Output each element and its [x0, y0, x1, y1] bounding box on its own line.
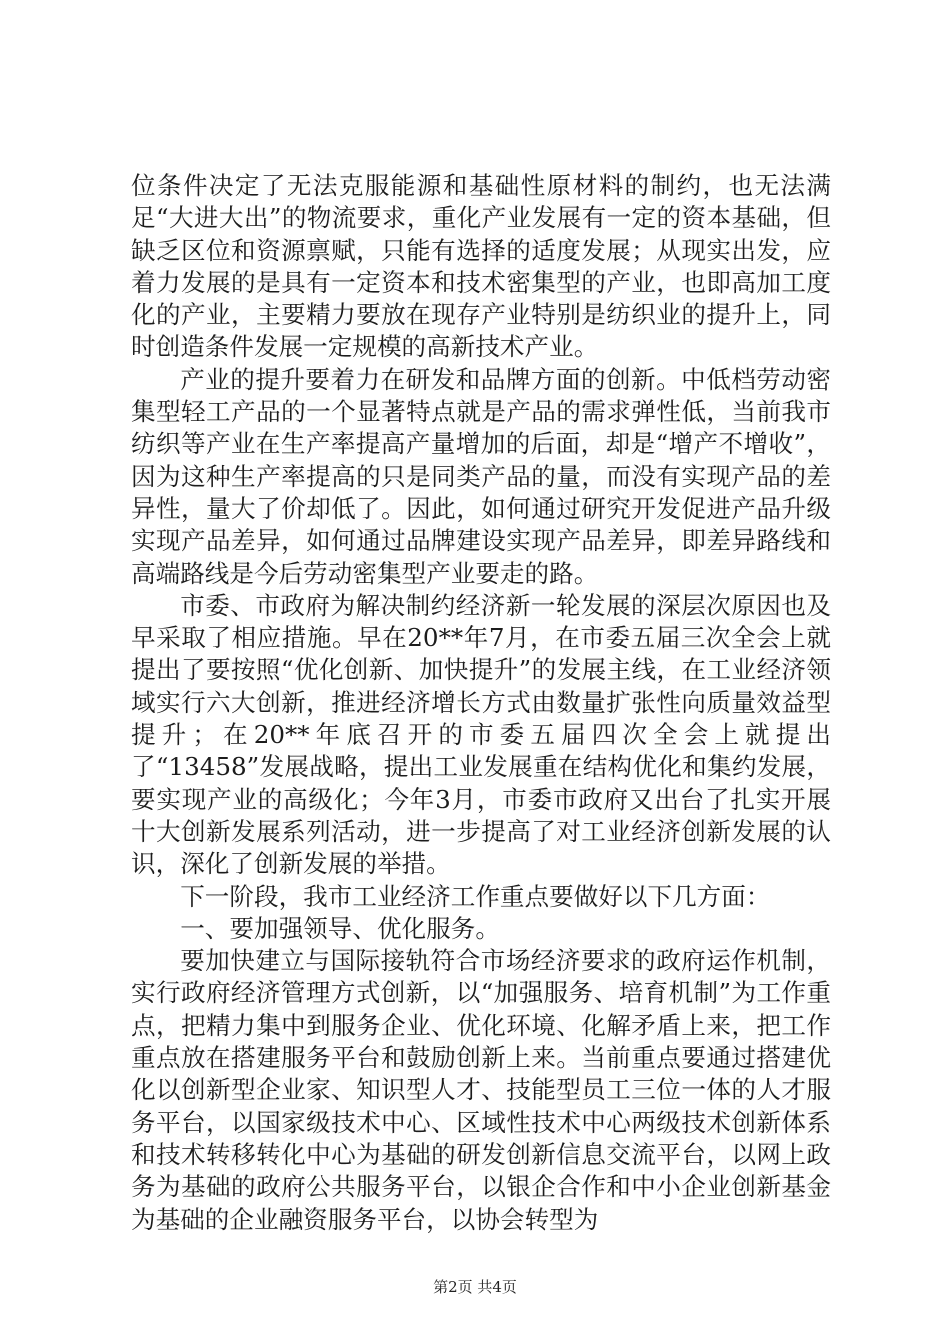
paragraph-2: 产业的提升要着力在研发和品牌方面的创新。中低档劳动密集型轻工产品的一个显著特点就是产品的需求弹性低，当前我市纺织等产业在生产率提高产量增加的后面，却是“增产不增收”，因为这种生产率提高的只是同类产品的量，而没有实现产品的差异性，量大了价却低了。因此，如何通过研究开发促进产品升级实现产品差异，如何通过品牌建设实现产品差异，即差异路线和高端路线是今后劳动密集型产业要走的路。	[131, 364, 831, 588]
page-footer: 第2页 共4页	[433, 1278, 517, 1296]
paragraph-4: 下一阶段，我市工业经济工作重点要做好以下几方面：	[180, 881, 771, 911]
paragraph-5: 要加快建立与国际接轨符合市场经济要求的政府运作机制，实行政府经济管理方式创新，以“加强服务、培育机制”为工作重点，把精力集中到服务企业、优化环境、化解矛盾上来，把工作重点放在搭建服务平台和鼓励创新上来。当前重点要通过搭建优化以创新型企业家、知识型人才、技能型员工三位一体的人才服务平台，以国家级技术中心、区域性技术中心两级技术创新体系和技术转移转化中心为基础的研发创新信息交流平台，以网上政务为基础的政府公共服务平台，以银企合作和中小企业创新基金为基础的企业融资服务平台，以协会转型为	[131, 946, 831, 1234]
paragraph-3: 市委、市政府为解决制约经济新一轮发展的深层次原因也及早采取了相应措施。早在20**年7月，在市委五届三次全会上就提出了要按照“优化创新、加快提升”的发展主线，在工业经济领域实行六大创新，推进经济增长方式由数量扩张性向质量效益型提升；在20**年底召开的市委五届四次全会上就提出了“13458”发展战略，提出工业发展重在结构优化和集约发展，要实现产业的高级化；今年3月，市委市政府又出台了扎实开展十大创新发展系列活动，进一步提高了对工业经济创新发展的认识，深化了创新发展的举措。	[131, 590, 831, 879]
document-body	[131, 170, 831, 1236]
paragraph-1: 位条件决定了无法克服能源和基础性原材料的制约，也无法满足“大进大出”的物流要求，重化产业发展有一定的资本基础，但缺乏区位和资源禀赋，只能有选择的适度发展；从现实出发，应着力发展的是具有一定资本和技术密集型的产业，也即高加工度化的产业，主要精力要放在现存产业特别是纺织业的提升上，同时创造条件发展一定规模的高新技术产业。	[131, 171, 831, 362]
section-heading-1: 一、要加强领导、优化服务。	[180, 913, 500, 943]
